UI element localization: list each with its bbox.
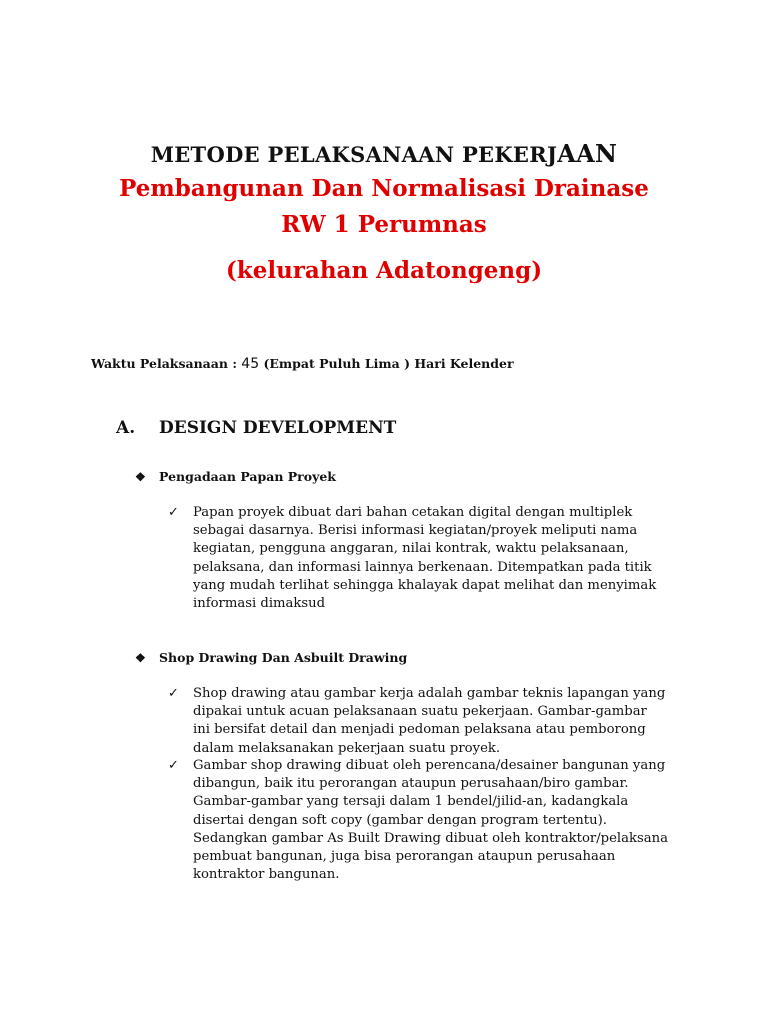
list-item-text <box>193 757 688 884</box>
text-line: Papan proyek dibuat dari bahan cetakan digital dengan multiplek <box>193 505 633 520</box>
check-list-item <box>168 685 688 758</box>
execution-time-description: (Empat Puluh Lima ) Hari Kelender <box>259 356 514 371</box>
text-line: dipakai untuk acuan pelaksanaan suatu pekerjaan. Gambar-gambar <box>193 704 647 720</box>
execution-time-number: 45 <box>241 356 260 372</box>
diamond-bullet-icon: ❖ <box>135 470 146 484</box>
text-line: yang mudah terlihat sehingga khalayak dapat melihat dan menyimak <box>193 577 657 593</box>
project-location: (kelurahan Adatongeng) <box>225 257 543 284</box>
subsection-heading-papan-proyek <box>135 469 336 484</box>
text-line: Shop drawing atau gambar kerja adalah gambar teknis lapangan yang <box>193 686 666 701</box>
text-line: ini bersifat detail dan menjadi pedoman pelaksana atau pemborong <box>193 722 646 738</box>
check-list-item <box>168 757 688 884</box>
check-mark-icon: ✓ <box>168 505 179 520</box>
execution-time <box>91 356 514 372</box>
text-line: pembuat bangunan, juga bisa perorangan ataupun perusahaan <box>193 849 616 865</box>
document-title-prefix: METODE PELAKSANAAN PEKERJ <box>150 142 558 167</box>
section-a-heading <box>116 418 396 438</box>
text-line: disertai dengan soft copy (gambar dengan program tertentu). <box>193 812 607 828</box>
text-line: Sedangkan gambar As Built Drawing dibuat oleh kontraktor/pelaksana <box>193 830 668 846</box>
title-block <box>0 138 768 289</box>
section-title: DESIGN DEVELOPMENT <box>159 418 397 438</box>
text-line: pelaksana, dan informasi lainnya berkenaan. Ditempatkan pada titik <box>193 559 652 575</box>
section-letter: A. <box>116 418 136 438</box>
text-line: Gambar-gambar yang tersaji dalam 1 bendel/jilid-an, kadangkala <box>193 794 629 810</box>
text-line: dibangun, baik itu perorangan ataupun perusahaan/biro gambar. <box>193 776 629 792</box>
check-list-item <box>168 504 688 613</box>
list-item-text <box>193 504 688 613</box>
document-title-suffix: AAN <box>557 139 618 168</box>
document-title <box>0 138 768 171</box>
execution-time-label: Waktu Pelaksanaan : <box>91 356 242 371</box>
diamond-bullet-icon: ❖ <box>135 651 146 665</box>
text-line: kontraktor bangunan. <box>193 867 340 883</box>
list-item-text <box>193 685 688 758</box>
project-name-line2: RW 1 Perumnas <box>281 211 487 238</box>
text-line: sebagai dasarnya. Berisi informasi kegiatan/proyek meliputi nama <box>193 523 638 539</box>
subsection-heading-shop-drawing <box>135 650 407 665</box>
text-line: kegiatan, pengguna anggaran, nilai kontrak, waktu pelaksanaan, <box>193 541 629 557</box>
text-line: Gambar shop drawing dibuat oleh perencana/desainer bangunan yang <box>193 758 666 773</box>
check-mark-icon: ✓ <box>168 686 179 701</box>
check-mark-icon: ✓ <box>168 758 179 773</box>
text-line: informasi dimaksud <box>193 596 326 612</box>
subsection-title: Shop Drawing Dan Asbuilt Drawing <box>159 650 408 665</box>
subsection-title: Pengadaan Papan Proyek <box>159 469 336 484</box>
project-name-line1: Pembangunan Dan Normalisasi Drainase <box>119 175 649 202</box>
text-line: dalam melaksanakan pekerjaan suatu proyek. <box>193 740 501 756</box>
